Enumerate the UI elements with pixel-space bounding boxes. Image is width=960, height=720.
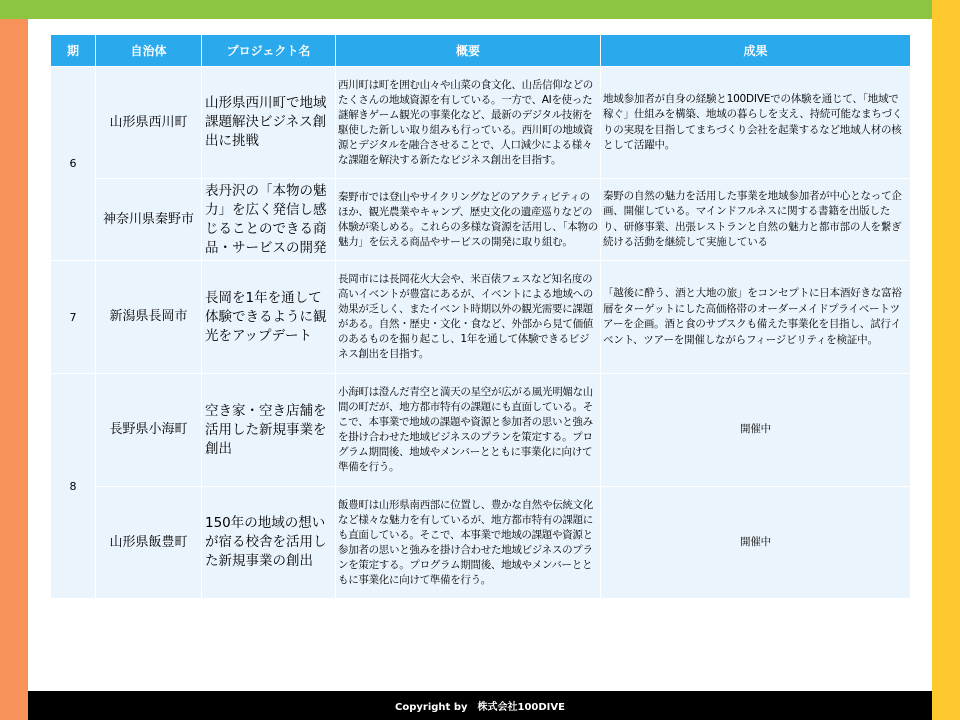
header-project: プロジェクト名 [202,35,336,67]
project-table [50,34,911,599]
table-row [51,261,911,374]
project-name-cell: 150年の地域の想いが宿る校舎を活用した新規事業の創出 [202,487,336,599]
municipality-cell: 新潟県長岡市 [96,261,202,374]
summary-cell: 飯豊町は山形県南西部に位置し、豊かな自然や伝統文化など様々な魅力を有しているが、地方都市特有の課題にも直面している。そこで、本事業で地域の課題や資源と参加者の思いと強みを掛け合わせた地域ビジネスのプランを策定する。プログラム期間後、地域やメンバーとともに事業化に向けて準備を行う。 [336,487,601,599]
project-name-cell: 表丹沢の「本物の魅力」を広く発信し感じることのできる商品・サービスの開発 [202,179,336,261]
project-name-cell: 空き家・空き店舗を活用した新規事業を創出 [202,374,336,487]
summary-cell: 小海町は澄んだ青空と満天の星空が広がる風光明媚な山間の町だが、地方都市特有の課題にも直面している。そこで、本事業で地域の課題や資源と参加者の思いと強みを掛け合わせた地域ビジネスのプランを策定する。プログラム期間後、地域やメンバーとともに事業化に向けて準備を行う。 [336,374,601,487]
summary-cell: 長岡市には長岡花火大会や、米百俵フェスなど知名度の高いイベントが豊富にあるが、イベントによる地域への効果が乏しく、またイベント時期以外の観光需要に課題がある。自然・歴史・文化・食など、外部から見て価値のあるものを掘り起こし、1年を通して体験できるビジネス創出を目指す。 [336,261,601,374]
header-result: 成果 [601,35,911,67]
table-row [51,67,911,179]
project-name-cell: 長岡を1年を通して体験できるように観光をアップデート [202,261,336,374]
header-municipality: 自治体 [96,35,202,67]
municipality-cell: 長野県小海町 [96,374,202,487]
table-row [51,374,911,487]
header-summary: 概要 [336,35,601,67]
table-row [51,487,911,599]
top-accent-bar [0,0,960,19]
table-row [51,179,911,261]
summary-cell: 西川町は町を囲む山々や山菜の食文化、山岳信仰などのたくさんの地域資源を有している。一方で、AIを使った謎解きゲーム観光の事業化など、最新のデジタル技術を駆使した新しい取り組みも行っている。西川町の地域資源とデジタルを融合させることで、人口減少による様々な課題を解決する新たなビジネス創出を目指す。 [336,67,601,179]
copyright-footer: Copyright by 株式会社100DIVE [28,691,932,720]
term-cell: 6 [51,67,96,261]
result-cell: 開催中 [601,374,911,487]
table-header-row [51,35,911,67]
municipality-cell: 神奈川県秦野市 [96,179,202,261]
result-cell: 「越後に酔う、酒と大地の旅」をコンセプトに日本酒好きな富裕層をターゲットにした高価格帯のオーダーメイドプライベートツアーを企画。酒と食のサブスクも備えた事業化を目指し、試行イベント、ツアーを開催しながらフィージビリティを検証中。 [601,261,911,374]
left-accent-bar [0,19,28,720]
term-cell: 7 [51,261,96,374]
result-cell: 地域参加者が自身の経験と100DIVEでの体験を通じて、「地域で稼ぐ」仕組みを構築、地域の暮らしを支え、持続可能なまちづくりの実現を目指してまちづくり会社を起業するなど地域人材の核として活躍中。 [601,67,911,179]
result-cell: 秦野の自然の魅力を活用した事業を地域参加者が中心となって企画、開催している。マインドフルネスに関する書籍を出版したり、研修事業、出張レストランと自然の魅力と都市部の人を繋ぎ続ける活動を継続して実施している [601,179,911,261]
header-term: 期 [51,35,96,67]
summary-cell: 秦野市では登山やサイクリングなどのアクティビティのほか、観光農業やキャンプ、歴史文化の遺産巡りなどの体験が楽しめる。これらの多様な資源を活用し、「本物の魅力」を伝える商品やサービスの開発に取り組む。 [336,179,601,261]
term-cell: 8 [51,374,96,599]
municipality-cell: 山形県飯豊町 [96,487,202,599]
municipality-cell: 山形県西川町 [96,67,202,179]
right-accent-bar [932,0,960,720]
project-name-cell: 山形県西川町で地域課題解決ビジネス創出に挑戦 [202,67,336,179]
result-cell: 開催中 [601,487,911,599]
